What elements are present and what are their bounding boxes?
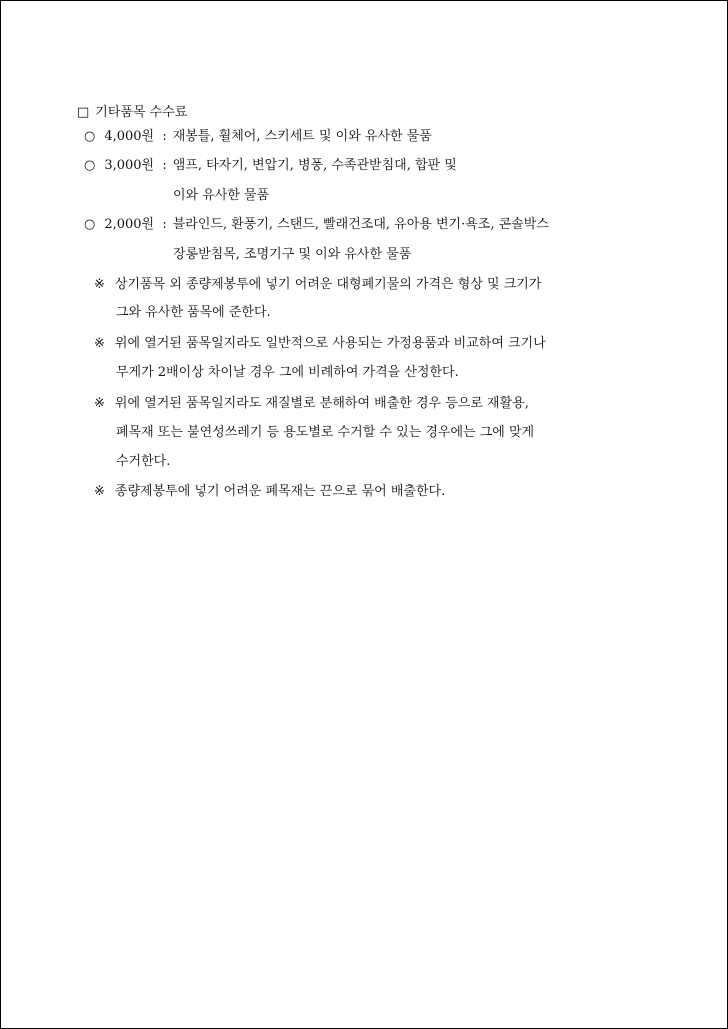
note-item — [94, 395, 529, 413]
note-text-continued: 그와 유사한 품목에 준한다. — [116, 305, 271, 320]
fee-item-3000 — [84, 157, 457, 175]
fee-description: 앰프, 타자기, 변압기, 병풍, 수족관받침대, 합판 및 — [172, 158, 457, 173]
note-item — [94, 483, 445, 501]
note-text-continued: 무게가 2배이상 차이날 경우 그에 비례하여 가격을 산정한다. — [116, 365, 459, 380]
fee-description: 블라인드, 환풍기, 스탠드, 빨래건조대, 유아용 변기·욕조, 콘솔박스 — [172, 217, 549, 232]
fee-price: 3,000원 — [104, 158, 155, 173]
section-title: 기타품목 수수료 — [95, 105, 188, 120]
note-text: 종량제봉투에 넣기 어려운 폐목재는 끈으로 묶어 배출한다. — [114, 484, 446, 499]
fee-price: 2,000원 — [104, 217, 155, 232]
circle-bullet-icon: ○ — [84, 217, 96, 232]
note-text-continued: 폐목재 또는 불연성쓰레기 등 용도별로 수거할 수 있는 경우에는 그에 맞게 — [116, 425, 535, 440]
reference-mark-icon: ※ — [94, 336, 105, 351]
fee-description-continued: 장롱받침목, 조명기구 및 이와 유사한 물품 — [173, 247, 412, 262]
note-item — [94, 276, 541, 294]
circle-bullet-icon: ○ — [84, 158, 96, 173]
note-text: 위에 열거된 품목일지라도 재질별로 분해하여 배출한 경우 등으로 재활용, — [114, 396, 529, 411]
note-text: 상기품목 외 종량제봉투에 넣기 어려운 대형폐기물의 가격은 형상 및 크기가 — [114, 277, 542, 292]
fee-item-2000 — [84, 216, 549, 234]
fee-price: 4,000원 — [104, 129, 155, 144]
fee-separator: : — [162, 129, 167, 144]
note-item — [94, 335, 546, 353]
fee-description: 재봉틀, 휠체어, 스키세트 및 이와 유사한 물품 — [172, 129, 432, 144]
checkbox-square-icon: □ — [77, 105, 90, 120]
reference-mark-icon: ※ — [94, 396, 105, 411]
fee-separator: : — [162, 158, 167, 173]
fee-item-4000 — [84, 128, 432, 146]
note-text: 위에 열거된 품목일지라도 일반적으로 사용되는 가정용품과 비교하여 크기나 — [114, 336, 546, 351]
section-heading — [77, 104, 187, 122]
reference-mark-icon: ※ — [94, 484, 105, 499]
note-text-continued: 수거한다. — [116, 454, 171, 469]
reference-mark-icon: ※ — [94, 277, 105, 292]
fee-separator: : — [162, 217, 167, 232]
circle-bullet-icon: ○ — [84, 129, 96, 144]
fee-description-continued: 이와 유사한 물품 — [173, 188, 270, 203]
